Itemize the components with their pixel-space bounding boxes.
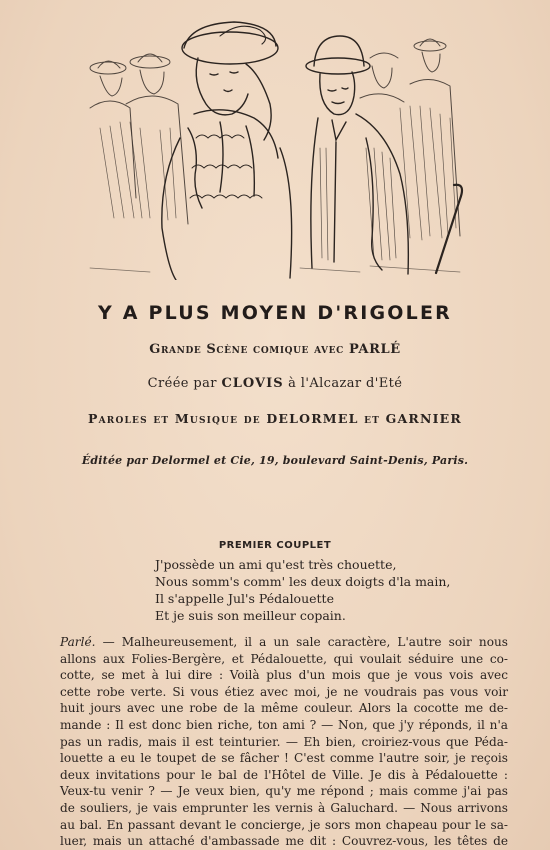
subtitle: Grande Scène comique avec PARLÉ (149, 342, 401, 357)
created-prefix: Créée par (147, 376, 222, 391)
prose-line: de souliers, je vais emprunter les vernis à Galuchard. — Nous arrivons (60, 800, 508, 815)
song-title: Y A PLUS MOYEN D'RIGOLER (98, 302, 452, 324)
prose-line: louette a eu le toupet de se fâcher ! C'est comme l'autre soir, je reçois (60, 751, 508, 766)
prose-line: pas un radis, mais il est teinturier. — Eh bien, croiriez-vous que Péda- (60, 734, 508, 749)
prose-line: deux invitations pour le bal de l'Hôtel de Ville. Je dis à Pédalouette : (60, 767, 508, 782)
verse-line: Nous somm's comm' les deux doigts d'la main, (155, 574, 451, 589)
prose-line: huit jours avec une robe de la même couleur. Alors la cocotte me de- (60, 701, 508, 716)
prose-line: Veux-tu venir ? — Je veux bien, qu'y me répond ; mais comme j'ai pas (60, 784, 508, 799)
verse-line: J'possède un ami qu'est très chouette, (155, 557, 397, 572)
parle-label: Parlé. (60, 635, 96, 649)
prose-line: luer, mais un attaché d'ambassade me dit : Couvrez-vous, les têtes de (60, 834, 508, 849)
prose-line (60, 634, 508, 651)
prose-line-text: — Malheureusement, il a un sale caractère, L'autre soir nous (95, 635, 508, 649)
prose-line: cotte, se met à lui dire : Voilà plus d'un mois que je vous vois avec (60, 668, 508, 683)
prose-line: allons aux Folies-Bergère, et Pédalouette, qui voulait séduire une co- (60, 651, 508, 666)
publisher-line: Éditée par Delormel et Cie, 19, boulevard Saint-Denis, Paris. (81, 454, 469, 467)
verse-line: Et je suis son meilleur copain. (155, 608, 346, 623)
prose-line: mande : Il est donc bien riche, ton ami ? — Non, que j'y réponds, il n'a (60, 717, 508, 732)
spoken-passage (60, 634, 508, 850)
street-scene-illustration (70, 18, 490, 280)
prose-line: cette robe verte. Si vous étiez avec moi, je ne voudrais pas vous voir (60, 684, 508, 699)
credits-line: Paroles et Musique de DELORMEL et GARNIER (88, 411, 462, 426)
created-suffix: à l'Alcazar d'Eté (283, 376, 403, 391)
verse-line: Il s'appelle Jul's Pédalouette (155, 591, 334, 606)
couplet-heading: PREMIER COUPLET (218, 540, 332, 551)
prose-line: au bal. En passant devant le concierge, je sors mon chapeau pour le sa- (60, 817, 508, 832)
verse-block (155, 556, 450, 624)
created-by-line (0, 376, 550, 391)
creator-name: CLOVIS (221, 376, 284, 391)
